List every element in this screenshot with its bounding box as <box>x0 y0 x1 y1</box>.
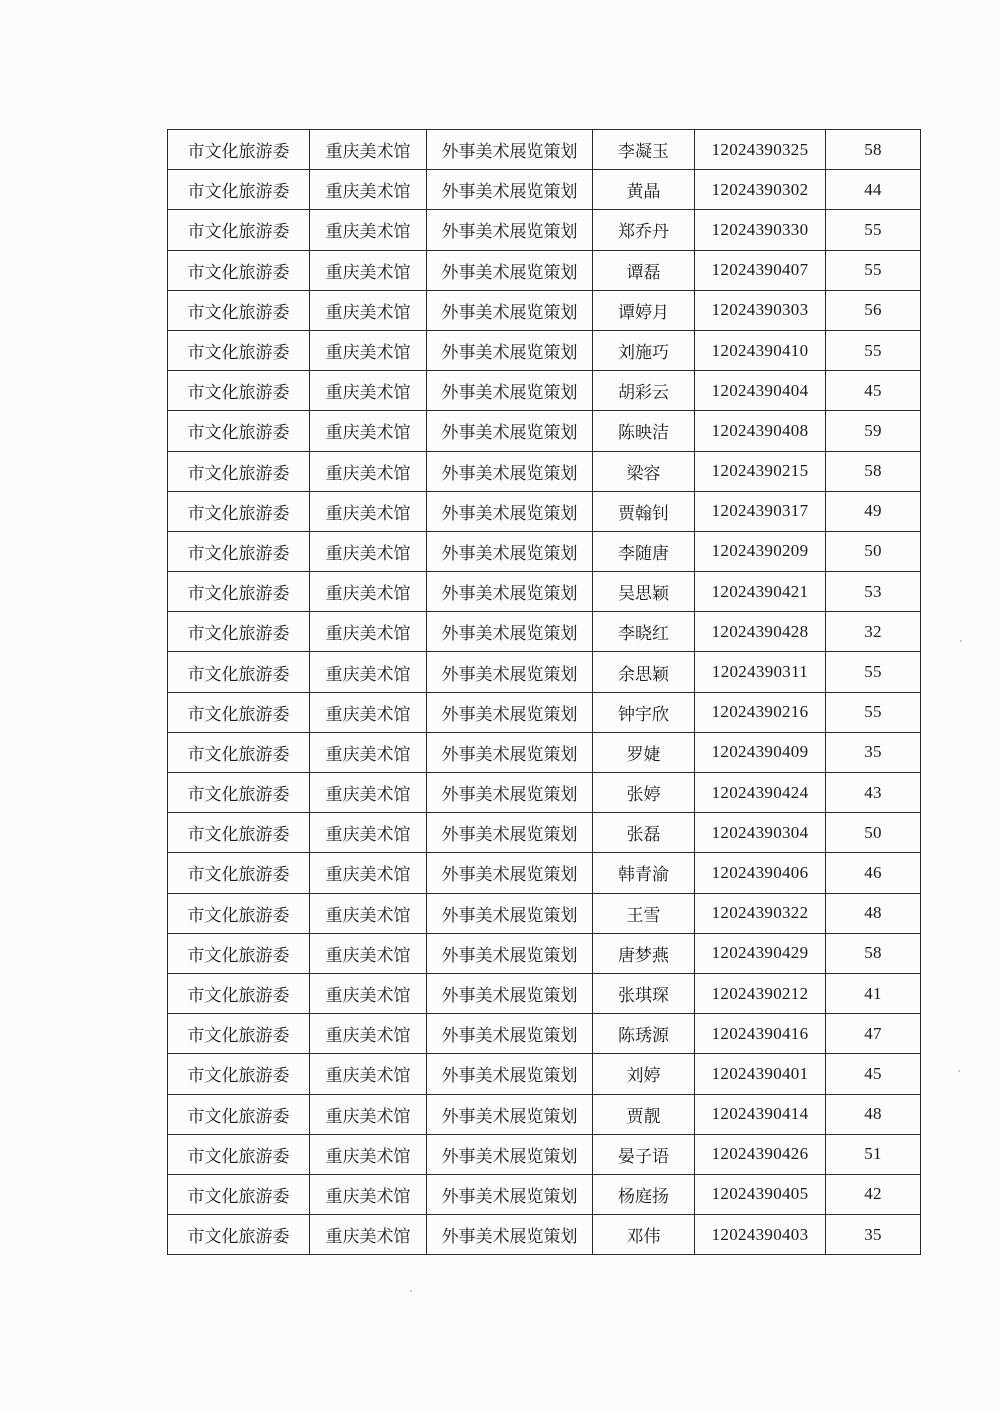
cell-unit: 重庆美术馆 <box>310 170 427 210</box>
cell-name: 张磊 <box>593 813 695 853</box>
cell-name: 李凝玉 <box>593 130 695 170</box>
cell-score: 55 <box>826 210 921 250</box>
cell-exam-id: 12024390317 <box>695 491 826 531</box>
cell-department: 市文化旅游委 <box>168 330 310 370</box>
cell-score: 48 <box>826 893 921 933</box>
cell-department: 市文化旅游委 <box>168 973 310 1013</box>
table-row <box>168 973 921 1013</box>
cell-position: 外事美术展览策划 <box>427 1174 593 1214</box>
cell-department: 市文化旅游委 <box>168 371 310 411</box>
cell-unit: 重庆美术馆 <box>310 491 427 531</box>
cell-score: 50 <box>826 531 921 571</box>
cell-position: 外事美术展览策划 <box>427 531 593 571</box>
cell-department: 市文化旅游委 <box>168 1134 310 1174</box>
cell-unit: 重庆美术馆 <box>310 411 427 451</box>
cell-department: 市文化旅游委 <box>168 612 310 652</box>
cell-department: 市文化旅游委 <box>168 773 310 813</box>
cell-score: 44 <box>826 170 921 210</box>
cell-score: 48 <box>826 1094 921 1134</box>
cell-unit: 重庆美术馆 <box>310 330 427 370</box>
cell-name: 梁容 <box>593 451 695 491</box>
cell-exam-id: 12024390325 <box>695 130 826 170</box>
cell-position: 外事美术展览策划 <box>427 1014 593 1054</box>
cell-score: 41 <box>826 973 921 1013</box>
cell-position: 外事美术展览策划 <box>427 973 593 1013</box>
table-row <box>168 170 921 210</box>
cell-unit: 重庆美术馆 <box>310 1014 427 1054</box>
cell-exam-id: 12024390212 <box>695 973 826 1013</box>
cell-unit: 重庆美术馆 <box>310 732 427 772</box>
cell-department: 市文化旅游委 <box>168 290 310 330</box>
cell-exam-id: 12024390405 <box>695 1174 826 1214</box>
cell-position: 外事美术展览策划 <box>427 692 593 732</box>
cell-exam-id: 12024390302 <box>695 170 826 210</box>
cell-department: 市文化旅游委 <box>168 933 310 973</box>
cell-score: 59 <box>826 411 921 451</box>
cell-exam-id: 12024390404 <box>695 371 826 411</box>
cell-score: 35 <box>826 732 921 772</box>
cell-score: 42 <box>826 1174 921 1214</box>
cell-unit: 重庆美术馆 <box>310 773 427 813</box>
table-row <box>168 732 921 772</box>
table-row <box>168 130 921 170</box>
cell-name: 谭婷月 <box>593 290 695 330</box>
cell-unit: 重庆美术馆 <box>310 1174 427 1214</box>
table-row <box>168 1134 921 1174</box>
cell-exam-id: 12024390409 <box>695 732 826 772</box>
cell-exam-id: 12024390408 <box>695 411 826 451</box>
cell-position: 外事美术展览策划 <box>427 330 593 370</box>
cell-unit: 重庆美术馆 <box>310 451 427 491</box>
cell-exam-id: 12024390424 <box>695 773 826 813</box>
cell-exam-id: 12024390421 <box>695 572 826 612</box>
cell-name: 陈琇源 <box>593 1014 695 1054</box>
cell-exam-id: 12024390428 <box>695 612 826 652</box>
table-row <box>168 330 921 370</box>
cell-name: 贾靓 <box>593 1094 695 1134</box>
cell-score: 49 <box>826 491 921 531</box>
cell-exam-id: 12024390311 <box>695 652 826 692</box>
cell-exam-id: 12024390322 <box>695 893 826 933</box>
cell-name: 晏子语 <box>593 1134 695 1174</box>
cell-department: 市文化旅游委 <box>168 813 310 853</box>
cell-name: 贾翰钊 <box>593 491 695 531</box>
cell-unit: 重庆美术馆 <box>310 1134 427 1174</box>
cell-position: 外事美术展览策划 <box>427 612 593 652</box>
cell-department: 市文化旅游委 <box>168 732 310 772</box>
cell-exam-id: 12024390403 <box>695 1215 826 1255</box>
cell-unit: 重庆美术馆 <box>310 210 427 250</box>
cell-unit: 重庆美术馆 <box>310 371 427 411</box>
cell-unit: 重庆美术馆 <box>310 853 427 893</box>
cell-position: 外事美术展览策划 <box>427 451 593 491</box>
cell-position: 外事美术展览策划 <box>427 732 593 772</box>
cell-department: 市文化旅游委 <box>168 1014 310 1054</box>
table-row <box>168 1094 921 1134</box>
table-row <box>168 933 921 973</box>
cell-unit: 重庆美术馆 <box>310 813 427 853</box>
cell-exam-id: 12024390426 <box>695 1134 826 1174</box>
cell-position: 外事美术展览策划 <box>427 1054 593 1094</box>
cell-department: 市文化旅游委 <box>168 652 310 692</box>
cell-name: 陈映洁 <box>593 411 695 451</box>
cell-position: 外事美术展览策划 <box>427 130 593 170</box>
table-row <box>168 893 921 933</box>
cell-score: 58 <box>826 933 921 973</box>
cell-department: 市文化旅游委 <box>168 1215 310 1255</box>
score-table <box>167 129 921 1255</box>
cell-name: 杨庭扬 <box>593 1174 695 1214</box>
cell-name: 张婷 <box>593 773 695 813</box>
table-row <box>168 250 921 290</box>
cell-score: 35 <box>826 1215 921 1255</box>
table-row <box>168 813 921 853</box>
table-row <box>168 1054 921 1094</box>
cell-name: 罗婕 <box>593 732 695 772</box>
cell-score: 53 <box>826 572 921 612</box>
cell-unit: 重庆美术馆 <box>310 572 427 612</box>
table-row <box>168 371 921 411</box>
cell-unit: 重庆美术馆 <box>310 531 427 571</box>
cell-score: 32 <box>826 612 921 652</box>
cell-department: 市文化旅游委 <box>168 853 310 893</box>
score-table-body <box>168 130 921 1255</box>
cell-department: 市文化旅游委 <box>168 1094 310 1134</box>
cell-exam-id: 12024390304 <box>695 813 826 853</box>
cell-name: 钟宇欣 <box>593 692 695 732</box>
cell-name: 韩青渝 <box>593 853 695 893</box>
scan-speck <box>958 1070 960 1072</box>
scan-speck <box>960 640 962 642</box>
cell-department: 市文化旅游委 <box>168 572 310 612</box>
table-row <box>168 531 921 571</box>
cell-name: 王雪 <box>593 893 695 933</box>
cell-position: 外事美术展览策划 <box>427 1215 593 1255</box>
cell-unit: 重庆美术馆 <box>310 692 427 732</box>
cell-exam-id: 12024390410 <box>695 330 826 370</box>
cell-name: 郑乔丹 <box>593 210 695 250</box>
cell-position: 外事美术展览策划 <box>427 773 593 813</box>
table-row <box>168 853 921 893</box>
cell-score: 50 <box>826 813 921 853</box>
cell-score: 47 <box>826 1014 921 1054</box>
cell-position: 外事美术展览策划 <box>427 893 593 933</box>
cell-position: 外事美术展览策划 <box>427 491 593 531</box>
cell-name: 刘婷 <box>593 1054 695 1094</box>
cell-score: 56 <box>826 290 921 330</box>
cell-name: 黄晶 <box>593 170 695 210</box>
cell-exam-id: 12024390215 <box>695 451 826 491</box>
table-row <box>168 612 921 652</box>
cell-department: 市文化旅游委 <box>168 531 310 571</box>
cell-exam-id: 12024390406 <box>695 853 826 893</box>
cell-exam-id: 12024390216 <box>695 692 826 732</box>
cell-name: 邓伟 <box>593 1215 695 1255</box>
cell-position: 外事美术展览策划 <box>427 572 593 612</box>
cell-unit: 重庆美术馆 <box>310 290 427 330</box>
cell-position: 外事美术展览策划 <box>427 1094 593 1134</box>
cell-name: 吴思颖 <box>593 572 695 612</box>
cell-score: 43 <box>826 773 921 813</box>
cell-unit: 重庆美术馆 <box>310 973 427 1013</box>
cell-position: 外事美术展览策划 <box>427 250 593 290</box>
table-row <box>168 692 921 732</box>
table-row <box>168 1014 921 1054</box>
table-row <box>168 491 921 531</box>
cell-position: 外事美术展览策划 <box>427 853 593 893</box>
cell-name: 刘施巧 <box>593 330 695 370</box>
table-row <box>168 451 921 491</box>
cell-unit: 重庆美术馆 <box>310 250 427 290</box>
cell-unit: 重庆美术馆 <box>310 652 427 692</box>
cell-name: 张琪琛 <box>593 973 695 1013</box>
cell-position: 外事美术展览策划 <box>427 210 593 250</box>
cell-score: 55 <box>826 330 921 370</box>
cell-department: 市文化旅游委 <box>168 491 310 531</box>
cell-name: 胡彩云 <box>593 371 695 411</box>
cell-score: 45 <box>826 1054 921 1094</box>
cell-exam-id: 12024390303 <box>695 290 826 330</box>
cell-position: 外事美术展览策划 <box>427 411 593 451</box>
cell-department: 市文化旅游委 <box>168 451 310 491</box>
cell-exam-id: 12024390407 <box>695 250 826 290</box>
cell-department: 市文化旅游委 <box>168 1174 310 1214</box>
cell-score: 55 <box>826 692 921 732</box>
cell-exam-id: 12024390209 <box>695 531 826 571</box>
cell-score: 45 <box>826 371 921 411</box>
cell-unit: 重庆美术馆 <box>310 893 427 933</box>
cell-unit: 重庆美术馆 <box>310 1054 427 1094</box>
cell-unit: 重庆美术馆 <box>310 612 427 652</box>
cell-score: 51 <box>826 1134 921 1174</box>
cell-department: 市文化旅游委 <box>168 130 310 170</box>
cell-name: 李随唐 <box>593 531 695 571</box>
cell-position: 外事美术展览策划 <box>427 170 593 210</box>
cell-name: 唐梦燕 <box>593 933 695 973</box>
cell-score: 55 <box>826 652 921 692</box>
cell-name: 谭磊 <box>593 250 695 290</box>
scan-speck <box>410 1290 412 1292</box>
cell-department: 市文化旅游委 <box>168 250 310 290</box>
cell-department: 市文化旅游委 <box>168 210 310 250</box>
cell-exam-id: 12024390429 <box>695 933 826 973</box>
cell-position: 外事美术展览策划 <box>427 813 593 853</box>
cell-exam-id: 12024390416 <box>695 1014 826 1054</box>
table-row <box>168 290 921 330</box>
table-row <box>168 652 921 692</box>
cell-score: 58 <box>826 130 921 170</box>
cell-exam-id: 12024390330 <box>695 210 826 250</box>
table-row <box>168 773 921 813</box>
table-row <box>168 210 921 250</box>
table-row <box>168 411 921 451</box>
table-row <box>168 1215 921 1255</box>
cell-unit: 重庆美术馆 <box>310 130 427 170</box>
cell-score: 46 <box>826 853 921 893</box>
cell-score: 55 <box>826 250 921 290</box>
cell-department: 市文化旅游委 <box>168 1054 310 1094</box>
cell-department: 市文化旅游委 <box>168 411 310 451</box>
cell-position: 外事美术展览策划 <box>427 290 593 330</box>
cell-position: 外事美术展览策划 <box>427 933 593 973</box>
cell-department: 市文化旅游委 <box>168 893 310 933</box>
cell-name: 余思颖 <box>593 652 695 692</box>
cell-department: 市文化旅游委 <box>168 692 310 732</box>
cell-department: 市文化旅游委 <box>168 170 310 210</box>
cell-unit: 重庆美术馆 <box>310 933 427 973</box>
cell-position: 外事美术展览策划 <box>427 1134 593 1174</box>
cell-position: 外事美术展览策划 <box>427 371 593 411</box>
cell-exam-id: 12024390401 <box>695 1054 826 1094</box>
cell-unit: 重庆美术馆 <box>310 1094 427 1134</box>
cell-score: 58 <box>826 451 921 491</box>
cell-position: 外事美术展览策划 <box>427 652 593 692</box>
table-row <box>168 1174 921 1214</box>
cell-exam-id: 12024390414 <box>695 1094 826 1134</box>
table-row <box>168 572 921 612</box>
cell-unit: 重庆美术馆 <box>310 1215 427 1255</box>
cell-name: 李晓红 <box>593 612 695 652</box>
